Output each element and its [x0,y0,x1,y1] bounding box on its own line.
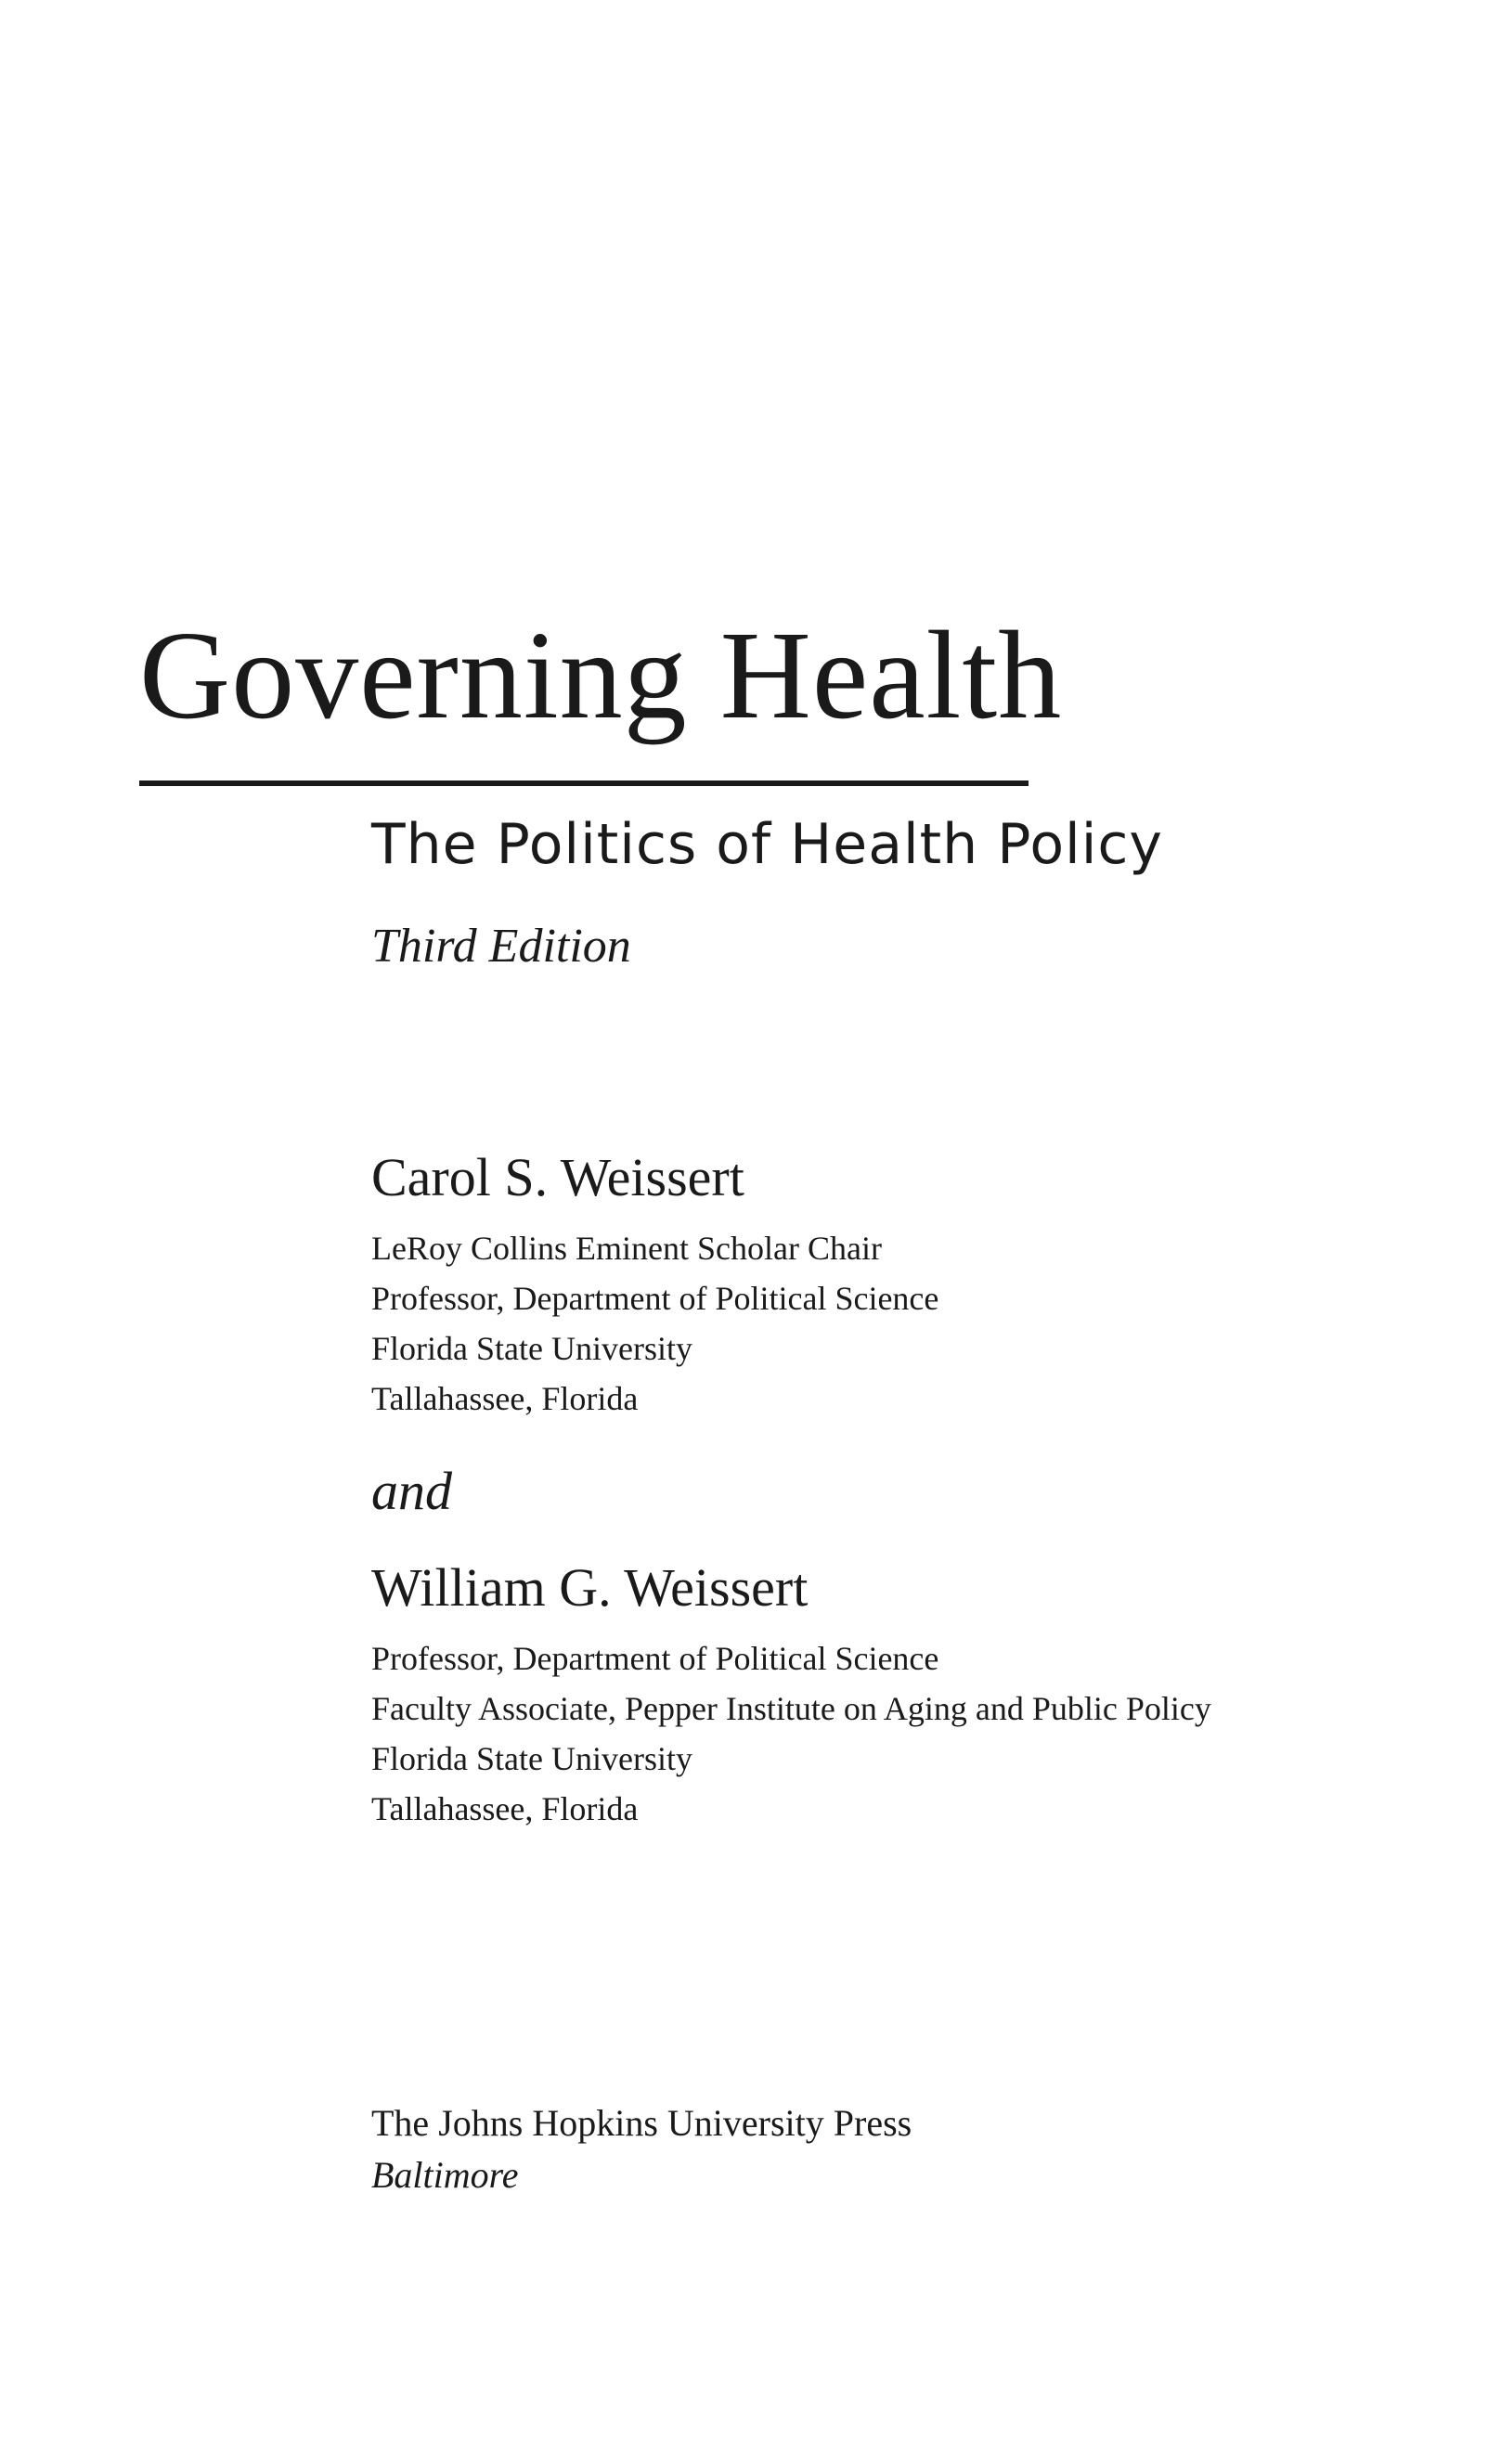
author-affiliation: LeRoy Collins Eminent Scholar Chair [371,1230,882,1267]
publisher-name: The Johns Hopkins University Press [371,2102,912,2144]
author-affiliation: Professor, Department of Political Science [371,1640,939,1677]
publisher-block [371,2097,912,2201]
author-affiliation: Tallahassee, Florida [371,1790,639,1827]
author-block-2 [371,1557,1211,1834]
author-affiliation: Faculty Associate, Pepper Institute on Aging and Public Policy [371,1690,1211,1727]
author-affiliation: Tallahassee, Florida [371,1380,639,1417]
author-affiliation: Florida State University [371,1330,692,1367]
author-affiliation: Professor, Department of Political Science [371,1280,939,1317]
author-affiliation: Florida State University [371,1740,692,1777]
author-name: William G. Weissert [371,1557,809,1618]
author-conjunction: and [371,1461,452,1521]
title-rule-divider [139,780,1029,786]
author-block-1 [371,1147,939,1424]
book-edition: Third Edition [371,920,631,973]
author-name: Carol S. Weissert [371,1147,744,1207]
book-title: Governing Health [139,606,1063,745]
publisher-city: Baltimore [371,2154,519,2196]
book-subtitle: The Politics of Health Policy [371,812,1163,877]
